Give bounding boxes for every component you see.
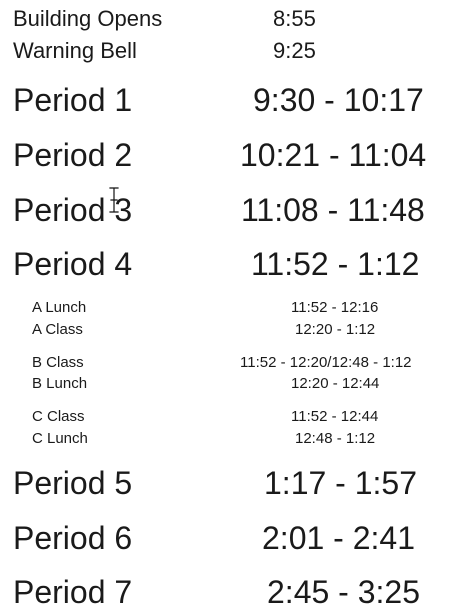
period-6-label: Period 6 (13, 520, 133, 556)
period-7-label: Period 7 (13, 574, 133, 610)
text-cursor-icon (107, 187, 121, 213)
period-1-time: 9:30 - 10:17 (253, 82, 424, 118)
period-5-time: 1:17 - 1:57 (264, 465, 417, 501)
period-2-time: 10:21 - 11:04 (240, 137, 427, 173)
building-opens-time: 8:55 (273, 6, 316, 31)
period-1-label: Period 1 (13, 82, 133, 118)
b-lunch-label: B Lunch (32, 375, 88, 392)
period-4-time: 11:52 - 1:12 (251, 246, 420, 282)
period-7-time: 2:45 - 3:25 (267, 574, 420, 610)
building-opens-label: Building Opens (13, 6, 163, 31)
c-class-time: 11:52 - 12:44 (291, 408, 379, 425)
period-5-label: Period 5 (13, 465, 133, 501)
b-class-label: B Class (32, 354, 84, 371)
b-lunch-time: 12:20 - 12:44 (291, 375, 380, 392)
a-lunch-time: 11:52 - 12:16 (291, 299, 379, 316)
a-class-label: A Class (32, 321, 83, 338)
c-class-label: C Class (32, 408, 85, 425)
b-class-time: 11:52 - 12:20/12:48 - 1:12 (240, 354, 412, 371)
a-lunch-label: A Lunch (32, 299, 87, 316)
a-class-time: 12:20 - 1:12 (295, 321, 376, 338)
period-3-label: Period 3 (13, 192, 133, 228)
c-lunch-time: 12:48 - 1:12 (295, 430, 376, 447)
warning-bell-label: Warning Bell (13, 38, 137, 63)
period-6-time: 2:01 - 2:41 (262, 520, 415, 556)
warning-bell-time: 9:25 (273, 38, 316, 63)
period-2-label: Period 2 (13, 137, 133, 173)
period-4-label: Period 4 (13, 246, 133, 282)
period-3-time: 11:08 - 11:48 (241, 192, 425, 228)
c-lunch-label: C Lunch (32, 430, 88, 447)
